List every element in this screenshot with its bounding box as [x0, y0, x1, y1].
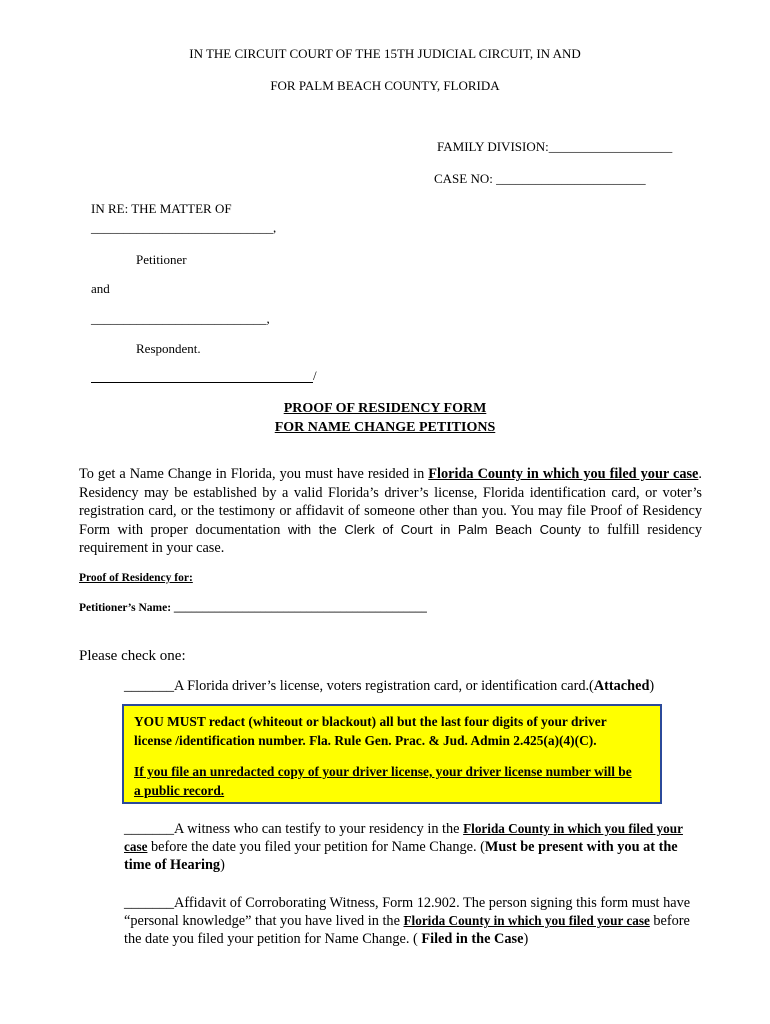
intro-paragraph — [79, 465, 702, 558]
option2-county: Florida County in which you filed your case — [124, 821, 683, 854]
option3-text: _______Affidavit of Corroborating Witness, Form 12.902. The person signing this form must have “personal knowledge” that you have lived in the — [124, 895, 691, 929]
option2-must-be-present: Must be present with you at the time of Hearing — [124, 839, 678, 873]
family-division-field: FAMILY DIVISION:___________________ — [437, 139, 673, 154]
caption-closing-rule — [91, 382, 313, 383]
option-witness — [124, 820, 704, 874]
petitioner-label: Petitioner — [136, 252, 187, 267]
caption-slash: / — [313, 368, 317, 383]
intro-text-2: . Residency may be established by a valid Florida’s driver’s license, Florida identification card, or voter’s registration card, or the testimony or affidavit of someone other than you. You may file Proof of Residency Form with proper documentation — [79, 466, 702, 538]
respondent-label: Respondent. — [136, 341, 201, 356]
and-label: and — [91, 281, 110, 296]
notice-line3: If you file an unredacted copy of your driver license, your driver license number will be — [134, 764, 632, 779]
form-title-line1: PROOF OF RESIDENCY FORM — [283, 401, 487, 416]
intro-text-3: to fulfill residency requirement in your case. — [79, 521, 703, 556]
notice-line1: YOU MUST redact (whiteout or blackout) all but the last four digits of your driver — [134, 714, 607, 729]
option2-text2: before the date you filed your petition for Name Change. ( — [147, 839, 485, 855]
case-number-field: CASE NO: _______________________ — [434, 171, 646, 186]
option3-county: Florida County in which you filed your case — [403, 913, 650, 928]
court-heading-line2: FOR PALM BEACH COUNTY, FLORIDA — [270, 78, 500, 93]
option-affidavit — [124, 894, 704, 948]
option3-text2: before the date you filed your petition for Name Change. ( — [124, 913, 690, 947]
intro-text-1: To get a Name Change in Florida, you must have resided in — [79, 466, 429, 482]
form-title-line2: FOR NAME CHANGE PETITIONS — [274, 420, 496, 435]
check-one-label: Please check one: — [79, 648, 186, 664]
option1-close: ) — [649, 678, 655, 694]
court-heading-line1: IN THE CIRCUIT COURT OF THE 15TH JUDICIAL CIRCUIT, IN AND — [189, 46, 581, 61]
intro-clerk-text: with the Clerk of Court in Palm Beach County — [287, 521, 581, 537]
petitioner-blank: ____________________________, — [91, 220, 277, 235]
in-re-label: IN RE: THE MATTER OF — [91, 201, 232, 216]
option1-text: _______A Florida driver’s license, voters registration card, or identification card.( — [124, 678, 594, 694]
option2-text: _______A witness who can testify to your residency in the — [124, 821, 464, 837]
option-drivers-license — [124, 678, 654, 695]
option1-attached: Attached — [593, 678, 650, 694]
proof-for-heading: Proof of Residency for: — [79, 572, 193, 584]
notice-line4: a public record. — [134, 783, 225, 798]
option3-close: ) — [523, 931, 529, 947]
redaction-notice-box — [122, 704, 662, 804]
petitioner-name-field: Petitioner’s Name: ____________________________________________ — [79, 602, 427, 614]
notice-line2: license /identification number. Fla. Rule Gen. Prac. & Jud. Admin 2.425(a)(4)(C). — [134, 733, 597, 748]
respondent-blank: ___________________________, — [91, 311, 270, 326]
intro-county-emphasis: Florida County in which you filed your case — [428, 466, 699, 482]
option2-close: ) — [220, 857, 225, 873]
option3-filed-in-case: Filed in the Case — [421, 931, 524, 947]
